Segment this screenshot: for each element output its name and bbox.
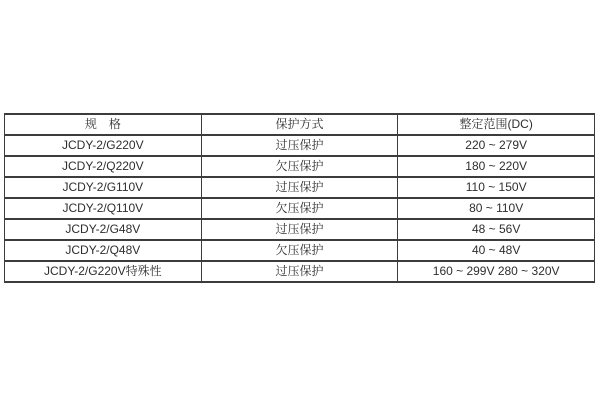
table-row bbox=[5, 261, 595, 282]
protection-cell: 过压保护 bbox=[201, 135, 398, 156]
table-row bbox=[5, 135, 595, 156]
protection-cell: 欠压保护 bbox=[201, 198, 398, 219]
header-row bbox=[5, 114, 595, 135]
column-header-spec: 规 格 bbox=[5, 114, 202, 135]
protection-cell: 欠压保护 bbox=[201, 156, 398, 177]
range-cell: 110 ~ 150V bbox=[398, 177, 595, 198]
range-cell: 40 ~ 48V bbox=[398, 240, 595, 261]
range-cell: 80 ~ 110V bbox=[398, 198, 595, 219]
spec-cell: JCDY-2/G220V bbox=[5, 135, 202, 156]
protection-cell: 欠压保护 bbox=[201, 240, 398, 261]
spec-cell: JCDY-2/Q110V bbox=[5, 198, 202, 219]
table-row bbox=[5, 219, 595, 240]
spec-cell: JCDY-2/G48V bbox=[5, 219, 202, 240]
protection-cell: 过压保护 bbox=[201, 219, 398, 240]
column-header-range: 整定范围(DC) bbox=[398, 114, 595, 135]
table-row bbox=[5, 156, 595, 177]
spec-table-container bbox=[4, 113, 595, 283]
spec-cell: JCDY-2/Q220V bbox=[5, 156, 202, 177]
protection-cell: 过压保护 bbox=[201, 261, 398, 282]
spec-cell: JCDY-2/G110V bbox=[5, 177, 202, 198]
spec-cell: JCDY-2/Q48V bbox=[5, 240, 202, 261]
table-row bbox=[5, 177, 595, 198]
table-row bbox=[5, 240, 595, 261]
range-cell: 220 ~ 279V bbox=[398, 135, 595, 156]
spec-cell: JCDY-2/G220V特殊性 bbox=[5, 261, 202, 282]
range-cell: 160 ~ 299V 280 ~ 320V bbox=[398, 261, 595, 282]
range-cell: 180 ~ 220V bbox=[398, 156, 595, 177]
table-body bbox=[5, 135, 595, 282]
column-header-protection: 保护方式 bbox=[201, 114, 398, 135]
spec-table-header bbox=[5, 114, 595, 135]
range-cell: 48 ~ 56V bbox=[398, 219, 595, 240]
protection-cell: 过压保护 bbox=[201, 177, 398, 198]
spec-table bbox=[4, 113, 595, 283]
table-row bbox=[5, 198, 595, 219]
